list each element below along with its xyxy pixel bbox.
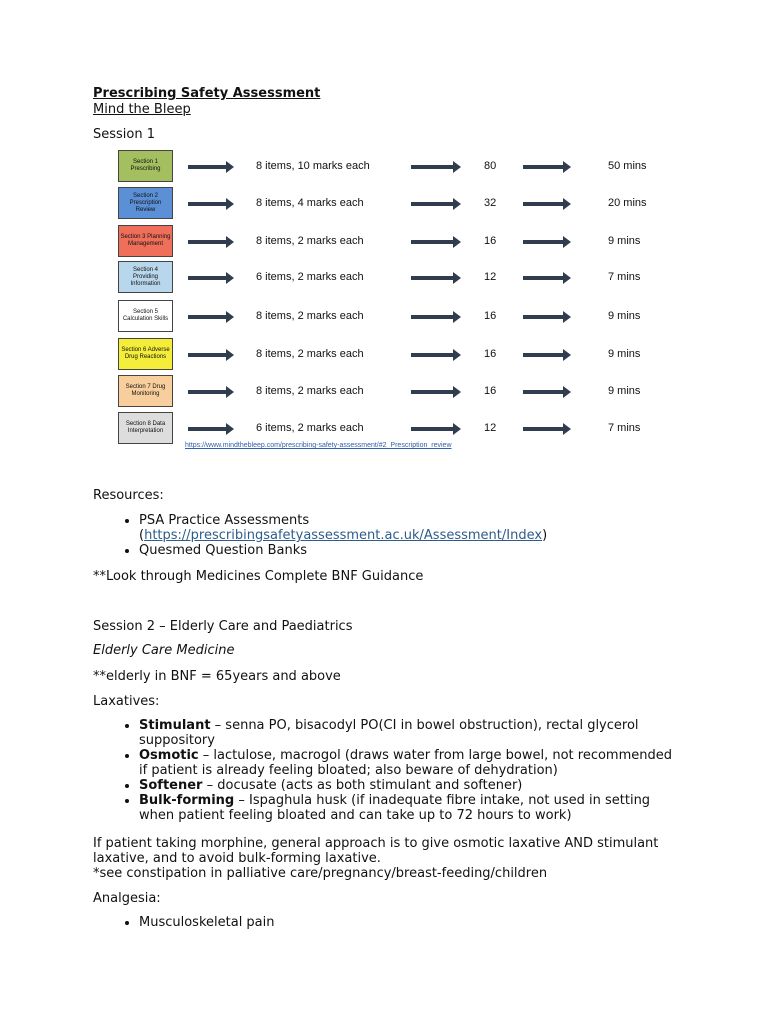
laxatives-list bbox=[93, 718, 693, 823]
list-item: • Softener – docusate (acts as both stimulant and softener) bbox=[139, 778, 693, 793]
arrow-right-icon bbox=[188, 427, 228, 431]
arrow-right-icon bbox=[523, 427, 565, 431]
section-time: 7 mins bbox=[608, 422, 641, 434]
section-marks: 16 bbox=[484, 385, 497, 397]
arrow-right-icon bbox=[523, 353, 565, 357]
arrow-right-icon bbox=[411, 353, 455, 357]
arrow-right-icon bbox=[188, 390, 228, 394]
section-box: Section 1 Prescribing bbox=[118, 150, 173, 182]
section-marks: 12 bbox=[484, 422, 497, 434]
section-items: 8 items, 2 marks each bbox=[256, 348, 364, 360]
elderly-note: **elderly in BNF = 65years and above bbox=[93, 669, 341, 684]
list-item: • Quesmed Question Banks bbox=[139, 543, 693, 558]
section-marks: 16 bbox=[484, 310, 497, 322]
elderly-care-heading: Elderly Care Medicine bbox=[93, 643, 235, 658]
resources-label: Resources: bbox=[93, 488, 164, 503]
mindthebleep-link[interactable]: https://www.mindthebleep.com/prescribing-safety-assessment/#2_Prescription_review bbox=[185, 442, 452, 449]
section-items: 8 items, 2 marks each bbox=[256, 235, 364, 247]
section-box: Section 6 Adverse Drug Reactions bbox=[118, 338, 173, 370]
section-items: 6 items, 2 marks each bbox=[256, 422, 364, 434]
list-item: • Stimulant – senna PO, bisacodyl PO(CI in bowel obstruction), rectal glycerol suppository bbox=[139, 718, 693, 748]
arrow-right-icon bbox=[188, 202, 228, 206]
section-marks: 16 bbox=[484, 348, 497, 360]
section-row bbox=[118, 261, 678, 295]
section-items: 8 items, 2 marks each bbox=[256, 385, 364, 397]
section-row bbox=[118, 412, 678, 446]
section-time: 20 mins bbox=[608, 197, 647, 209]
arrow-right-icon bbox=[523, 276, 565, 280]
arrow-right-icon bbox=[523, 390, 565, 394]
section-time: 9 mins bbox=[608, 385, 641, 397]
list-item: • PSA Practice Assessments (https://prescribingsafetyassessment.ac.uk/Assessment/Index) bbox=[139, 513, 693, 543]
section-time: 9 mins bbox=[608, 235, 641, 247]
arrow-right-icon bbox=[411, 165, 455, 169]
session1-label: Session 1 bbox=[93, 127, 156, 142]
list-item: • Musculoskeletal pain bbox=[139, 915, 693, 930]
arrow-right-icon bbox=[188, 276, 228, 280]
section-marks: 80 bbox=[484, 160, 497, 172]
section-items: 6 items, 2 marks each bbox=[256, 271, 364, 283]
arrow-right-icon bbox=[188, 353, 228, 357]
arrow-right-icon bbox=[411, 202, 455, 206]
section-items: 8 items, 4 marks each bbox=[256, 197, 364, 209]
section-row bbox=[118, 187, 678, 221]
arrow-right-icon bbox=[411, 315, 455, 319]
analgesia-list bbox=[93, 915, 693, 930]
section-box: Section 3 Planning Management bbox=[118, 225, 173, 257]
section-items: 8 items, 10 marks each bbox=[256, 160, 370, 172]
section-row bbox=[118, 375, 678, 409]
section-row bbox=[118, 225, 678, 259]
arrow-right-icon bbox=[411, 427, 455, 431]
section-marks: 16 bbox=[484, 235, 497, 247]
psa-assessment-link[interactable]: https://prescribingsafetyassessment.ac.uk/Assessment/Index bbox=[144, 528, 543, 543]
list-item: • Osmotic – lactulose, macrogol (draws water from large bowel, not recommended if patient is already feeling bloated; also beware of dehydration) bbox=[139, 748, 693, 778]
section-box: Section 8 Data Interpretation bbox=[118, 412, 173, 444]
resources-list bbox=[93, 513, 693, 558]
section-time: 9 mins bbox=[608, 348, 641, 360]
section-row bbox=[118, 150, 678, 184]
arrow-right-icon bbox=[411, 276, 455, 280]
section-marks: 12 bbox=[484, 271, 497, 283]
morphine-line-1: If patient taking morphine, general approach is to give osmotic laxative AND stimulant bbox=[93, 836, 659, 851]
section-row bbox=[118, 338, 678, 372]
document-subtitle: Mind the Bleep bbox=[93, 102, 191, 117]
analgesia-label: Analgesia: bbox=[93, 891, 161, 906]
arrow-right-icon bbox=[523, 240, 565, 244]
section-time: 7 mins bbox=[608, 271, 641, 283]
arrow-right-icon bbox=[188, 240, 228, 244]
section-time: 9 mins bbox=[608, 310, 641, 322]
section-box: Section 4 Providing Information bbox=[118, 261, 173, 293]
arrow-right-icon bbox=[411, 390, 455, 394]
arrow-right-icon bbox=[188, 165, 228, 169]
arrow-right-icon bbox=[411, 240, 455, 244]
list-item: • Bulk-forming – Ispaghula husk (if inadequate fibre intake, not used in setting when patient feeling bloated and can take up to 72 hours to work) bbox=[139, 793, 693, 823]
constipation-note: *see constipation in palliative care/pregnancy/breast-feeding/children bbox=[93, 866, 548, 881]
laxatives-label: Laxatives: bbox=[93, 694, 160, 709]
section-box: Section 5 Calculation Skills bbox=[118, 300, 173, 332]
arrow-right-icon bbox=[523, 165, 565, 169]
section-time: 50 mins bbox=[608, 160, 647, 172]
morphine-line-2: laxative, and to avoid bulk-forming laxative. bbox=[93, 851, 381, 866]
document-title: Prescribing Safety Assessment bbox=[93, 86, 321, 101]
arrow-right-icon bbox=[523, 202, 565, 206]
arrow-right-icon bbox=[523, 315, 565, 319]
bnf-note: **Look through Medicines Complete BNF Guidance bbox=[93, 569, 424, 584]
section-box: Section 2 Prescription Review bbox=[118, 187, 173, 219]
section-box: Section 7 Drug Monitoring bbox=[118, 375, 173, 407]
session1-figure bbox=[118, 150, 678, 450]
section-marks: 32 bbox=[484, 197, 497, 209]
session2-label: Session 2 – Elderly Care and Paediatrics bbox=[93, 619, 353, 634]
section-row bbox=[118, 300, 678, 334]
section-items: 8 items, 2 marks each bbox=[256, 310, 364, 322]
arrow-right-icon bbox=[188, 315, 228, 319]
